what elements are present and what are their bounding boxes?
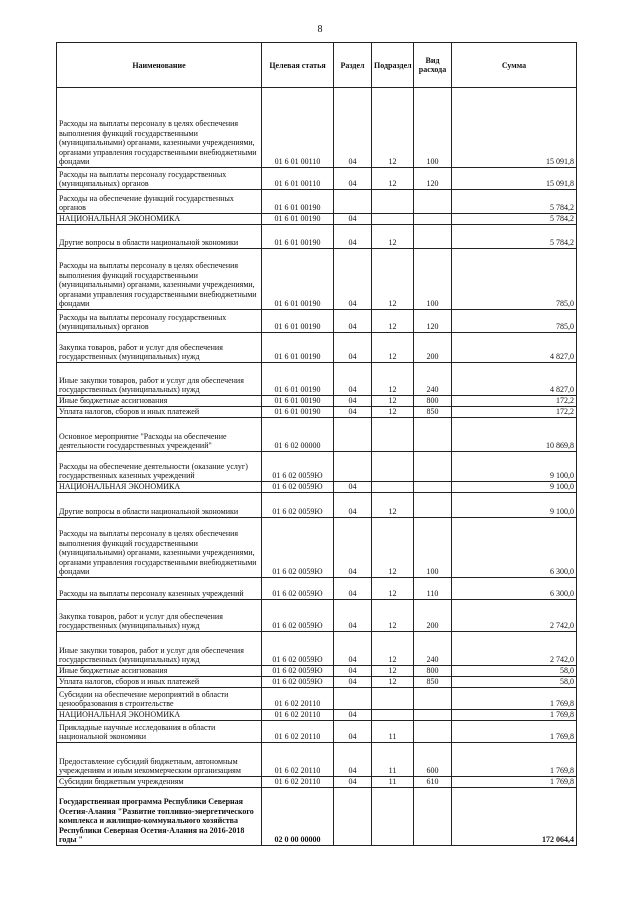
row-sum: 1 769,8 — [452, 710, 577, 721]
row-subsection: 11 — [372, 743, 414, 777]
row-section: 04 — [334, 310, 372, 333]
row-section: 04 — [334, 666, 372, 677]
row-expense-type: 200 — [414, 333, 452, 363]
row-expense-type: 100 — [414, 518, 452, 578]
row-sum: 5 784,2 — [452, 214, 577, 225]
row-expense-type — [414, 688, 452, 710]
row-expense-type: 120 — [414, 310, 452, 333]
row-target-article: 01 6 02 20110 — [262, 777, 334, 788]
table-row — [57, 721, 577, 743]
row-sum: 2 742,0 — [452, 632, 577, 666]
row-subsection — [372, 214, 414, 225]
row-expense-type: 100 — [414, 249, 452, 310]
row-sum: 5 784,2 — [452, 190, 577, 214]
row-name: Предоставление субсидий бюджетным, автономным учреждениям и иным некоммерческим организациям — [57, 743, 262, 777]
row-target-article: 01 6 01 00190 — [262, 396, 334, 407]
row-target-article: 01 6 01 00110 — [262, 88, 334, 168]
row-target-article: 01 6 02 20110 — [262, 710, 334, 721]
row-expense-type — [414, 788, 452, 846]
row-name: Расходы на выплаты персоналу в целях обеспечения выполнения функций государственными (муниципальными) органами, казенными учреждениями, органами управления государственными внебюджетными фондами — [57, 88, 262, 168]
row-section: 04 — [334, 249, 372, 310]
budget-table — [56, 42, 577, 846]
row-target-article: 01 6 02 0059Ю — [262, 493, 334, 518]
row-sum: 1 769,8 — [452, 688, 577, 710]
row-subsection — [372, 710, 414, 721]
row-section: 04 — [334, 677, 372, 688]
row-expense-type — [414, 190, 452, 214]
row-section — [334, 418, 372, 452]
row-subsection: 12 — [372, 578, 414, 600]
row-section: 04 — [334, 743, 372, 777]
row-subsection: 12 — [372, 396, 414, 407]
row-name: Расходы на выплаты персоналу государственных (муниципальных) органов — [57, 168, 262, 190]
row-expense-type: 850 — [414, 677, 452, 688]
row-subsection: 12 — [372, 518, 414, 578]
row-expense-type: 240 — [414, 363, 452, 396]
row-name: Прикладные научные исследования в области национальной экономики — [57, 721, 262, 743]
row-target-article: 01 6 01 00190 — [262, 190, 334, 214]
row-name: Иные бюджетные ассигнования — [57, 396, 262, 407]
row-expense-type — [414, 710, 452, 721]
row-sum: 6 300,0 — [452, 578, 577, 600]
header-target-article: Целевая статья — [262, 43, 334, 88]
row-subsection — [372, 688, 414, 710]
row-name: Расходы на обеспечение функций государственных органов — [57, 190, 262, 214]
table-row — [57, 333, 577, 363]
row-subsection: 12 — [372, 666, 414, 677]
row-section: 04 — [334, 710, 372, 721]
row-expense-type — [414, 721, 452, 743]
row-section: 04 — [334, 396, 372, 407]
row-expense-type: 110 — [414, 578, 452, 600]
row-sum: 4 827,0 — [452, 363, 577, 396]
row-target-article: 01 6 01 00190 — [262, 225, 334, 249]
row-name: Уплата налогов, сборов и иных платежей — [57, 407, 262, 418]
row-target-article: 01 6 02 0059Ю — [262, 632, 334, 666]
row-sum: 1 769,8 — [452, 777, 577, 788]
row-name: Другие вопросы в области национальной экономики — [57, 493, 262, 518]
row-target-article: 01 6 01 00190 — [262, 214, 334, 225]
row-name: Уплата налогов, сборов и иных платежей — [57, 677, 262, 688]
row-expense-type: 100 — [414, 88, 452, 168]
row-target-article: 01 6 02 20110 — [262, 743, 334, 777]
row-expense-type: 200 — [414, 600, 452, 632]
row-section — [334, 190, 372, 214]
row-section: 04 — [334, 407, 372, 418]
row-sum: 4 827,0 — [452, 333, 577, 363]
row-name: Расходы на выплаты персоналу государственных (муниципальных) органов — [57, 310, 262, 333]
row-section — [334, 688, 372, 710]
row-section — [334, 788, 372, 846]
table-row — [57, 190, 577, 214]
row-subsection: 12 — [372, 168, 414, 190]
table-row — [57, 688, 577, 710]
row-expense-type — [414, 225, 452, 249]
row-target-article: 01 6 02 0059Ю — [262, 482, 334, 493]
row-name: Закупка товаров, работ и услуг для обеспечения государственных (муниципальных) нужд — [57, 333, 262, 363]
row-name: Расходы на обеспечение деятельности (оказание услуг) государственных казенных учреждений — [57, 452, 262, 482]
row-expense-type — [414, 452, 452, 482]
row-section: 04 — [334, 88, 372, 168]
row-sum: 1 769,8 — [452, 743, 577, 777]
row-sum: 9 100,0 — [452, 482, 577, 493]
row-subsection: 12 — [372, 333, 414, 363]
row-subsection: 12 — [372, 88, 414, 168]
row-subsection: 12 — [372, 249, 414, 310]
row-target-article: 01 6 01 00190 — [262, 310, 334, 333]
table-row — [57, 743, 577, 777]
table-row — [57, 88, 577, 168]
row-section: 04 — [334, 777, 372, 788]
header-section: Раздел — [334, 43, 372, 88]
row-expense-type — [414, 418, 452, 452]
row-expense-type: 800 — [414, 396, 452, 407]
row-name: Государственная программа Республики Северная Осетия-Алания "Развитие топливно-энергетического комплекса и жилищно-коммунального хозяйства Республики Северная Осетия-Алания на 2016-2018 годы " — [57, 788, 262, 846]
row-expense-type: 800 — [414, 666, 452, 677]
row-section: 04 — [334, 214, 372, 225]
row-sum: 58,0 — [452, 666, 577, 677]
row-section: 04 — [334, 225, 372, 249]
table-row — [57, 363, 577, 396]
table-row — [57, 482, 577, 493]
row-subsection: 12 — [372, 363, 414, 396]
row-subsection — [372, 788, 414, 846]
row-expense-type — [414, 493, 452, 518]
table-row — [57, 310, 577, 333]
row-sum: 785,0 — [452, 249, 577, 310]
row-sum: 15 091,8 — [452, 168, 577, 190]
table-row — [57, 666, 577, 677]
table-row — [57, 452, 577, 482]
row-sum: 58,0 — [452, 677, 577, 688]
row-name: Иные закупки товаров, работ и услуг для обеспечения государственных (муниципальных) нужд — [57, 632, 262, 666]
row-expense-type: 600 — [414, 743, 452, 777]
row-name: Субсидии на обеспечение мероприятий в области ценообразования в строительстве — [57, 688, 262, 710]
row-expense-type — [414, 214, 452, 225]
row-sum: 172,2 — [452, 396, 577, 407]
row-subsection — [372, 452, 414, 482]
table-row — [57, 777, 577, 788]
row-subsection: 12 — [372, 407, 414, 418]
row-target-article: 01 6 02 0059Ю — [262, 677, 334, 688]
row-subsection: 12 — [372, 225, 414, 249]
row-section: 04 — [334, 363, 372, 396]
table-row — [57, 518, 577, 578]
row-sum: 9 100,0 — [452, 452, 577, 482]
table-row — [57, 418, 577, 452]
table-row — [57, 788, 577, 846]
row-sum: 1 769,8 — [452, 721, 577, 743]
header-sum: Сумма — [452, 43, 577, 88]
row-sum: 785,0 — [452, 310, 577, 333]
row-target-article: 01 6 01 00190 — [262, 363, 334, 396]
table-row — [57, 600, 577, 632]
row-subsection: 11 — [372, 777, 414, 788]
row-section: 04 — [334, 632, 372, 666]
row-section: 04 — [334, 333, 372, 363]
table-row — [57, 225, 577, 249]
row-subsection — [372, 418, 414, 452]
row-name: Основное мероприятие "Расходы на обеспечение деятельности государственных учреждений" — [57, 418, 262, 452]
row-sum: 6 300,0 — [452, 518, 577, 578]
row-sum: 172,2 — [452, 407, 577, 418]
row-target-article: 01 6 02 0059Ю — [262, 452, 334, 482]
row-section — [334, 452, 372, 482]
row-subsection — [372, 190, 414, 214]
row-section: 04 — [334, 518, 372, 578]
row-name: Иные закупки товаров, работ и услуг для обеспечения государственных (муниципальных) нужд — [57, 363, 262, 396]
row-section: 04 — [334, 578, 372, 600]
row-name: Расходы на выплаты персоналу в целях обеспечения выполнения функций государственными (муниципальными) органами, казенными учреждениями, органами управления государственными внебюджетными фондами — [57, 518, 262, 578]
row-subsection: 12 — [372, 677, 414, 688]
row-section: 04 — [334, 721, 372, 743]
row-name: НАЦИОНАЛЬНАЯ ЭКОНОМИКА — [57, 710, 262, 721]
row-name: Субсидии бюджетным учреждениям — [57, 777, 262, 788]
row-expense-type: 240 — [414, 632, 452, 666]
row-name: НАЦИОНАЛЬНАЯ ЭКОНОМИКА — [57, 214, 262, 225]
row-subsection: 12 — [372, 600, 414, 632]
row-sum: 10 869,8 — [452, 418, 577, 452]
header-name: Наименование — [57, 43, 262, 88]
row-section: 04 — [334, 600, 372, 632]
row-expense-type: 610 — [414, 777, 452, 788]
row-target-article: 02 0 00 00000 — [262, 788, 334, 846]
row-subsection: 11 — [372, 721, 414, 743]
row-subsection — [372, 482, 414, 493]
table-row — [57, 710, 577, 721]
row-section: 04 — [334, 482, 372, 493]
row-target-article: 01 6 01 00190 — [262, 249, 334, 310]
row-name: Расходы на выплаты персоналу казенных учреждений — [57, 578, 262, 600]
row-target-article: 01 6 02 0059Ю — [262, 518, 334, 578]
row-target-article: 01 6 01 00110 — [262, 168, 334, 190]
row-sum: 9 100,0 — [452, 493, 577, 518]
table-row — [57, 677, 577, 688]
row-sum: 15 091,8 — [452, 88, 577, 168]
row-sum: 2 742,0 — [452, 600, 577, 632]
row-name: Расходы на выплаты персоналу в целях обеспечения выполнения функций государственными (муниципальными) органами, казенными учреждениями, органами управления государственными внебюджетными фондами — [57, 249, 262, 310]
row-target-article: 01 6 01 00190 — [262, 407, 334, 418]
row-section: 04 — [334, 168, 372, 190]
row-expense-type: 120 — [414, 168, 452, 190]
row-subsection: 12 — [372, 310, 414, 333]
row-target-article: 01 6 02 0059Ю — [262, 578, 334, 600]
row-name: НАЦИОНАЛЬНАЯ ЭКОНОМИКА — [57, 482, 262, 493]
table-row — [57, 396, 577, 407]
header-expense-type: Вид расхода — [414, 43, 452, 88]
row-name: Закупка товаров, работ и услуг для обеспечения государственных (муниципальных) нужд — [57, 600, 262, 632]
row-subsection: 12 — [372, 493, 414, 518]
table-row — [57, 632, 577, 666]
table-row — [57, 168, 577, 190]
row-target-article: 01 6 02 0059Ю — [262, 600, 334, 632]
row-target-article: 01 6 01 00190 — [262, 333, 334, 363]
table-row — [57, 249, 577, 310]
row-sum: 5 784,2 — [452, 225, 577, 249]
row-target-article: 01 6 02 20110 — [262, 721, 334, 743]
row-subsection: 12 — [372, 632, 414, 666]
header-subsection: Подраздел — [372, 43, 414, 88]
page-number: 8 — [317, 24, 323, 35]
row-name: Другие вопросы в области национальной экономики — [57, 225, 262, 249]
table-row — [57, 407, 577, 418]
table-row — [57, 578, 577, 600]
table-header-row — [57, 43, 577, 88]
row-target-article: 01 6 02 20110 — [262, 688, 334, 710]
row-name: Иные бюджетные ассигнования — [57, 666, 262, 677]
row-target-article: 01 6 02 00000 — [262, 418, 334, 452]
row-target-article: 01 6 02 0059Ю — [262, 666, 334, 677]
table-row — [57, 493, 577, 518]
row-section: 04 — [334, 493, 372, 518]
row-expense-type: 850 — [414, 407, 452, 418]
table-row — [57, 214, 577, 225]
row-sum: 172 064,4 — [452, 788, 577, 846]
row-expense-type — [414, 482, 452, 493]
